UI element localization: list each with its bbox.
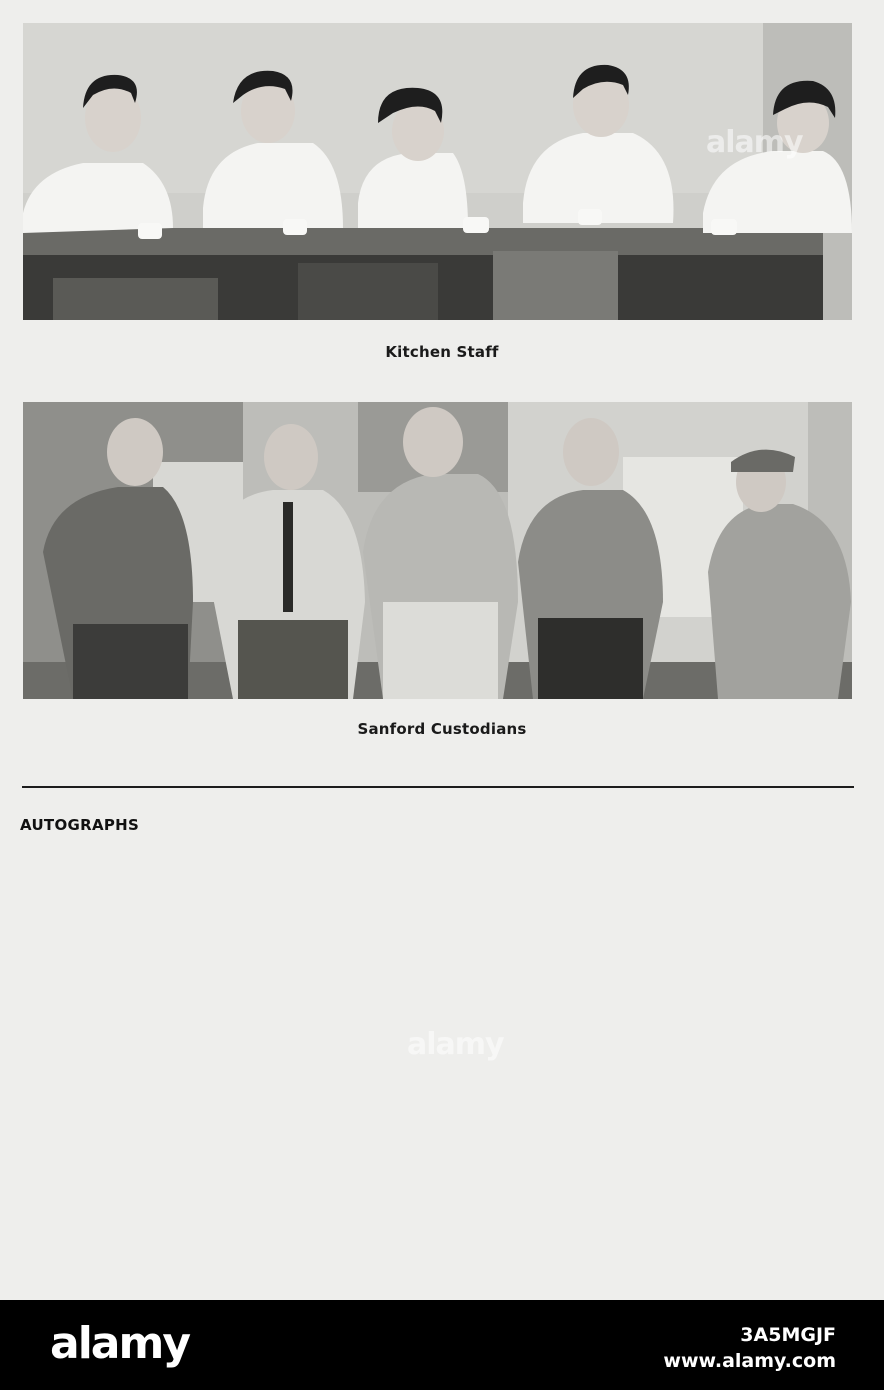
watermark-text: alamy	[706, 125, 803, 160]
footer-image-info	[663, 1322, 836, 1374]
footer-logo: alamy	[50, 1318, 189, 1369]
watermark-text: alamy	[407, 1027, 504, 1062]
footer-image-id: 3A5MGJF	[740, 1324, 836, 1346]
autographs-heading: AUTOGRAPHS	[20, 816, 140, 834]
section-divider	[22, 786, 854, 788]
kitchen-staff-caption: Kitchen Staff	[385, 343, 499, 361]
footer-site: www.alamy.com	[663, 1350, 836, 1372]
kitchen-staff-photo	[23, 23, 852, 320]
custodians-caption: Sanford Custodians	[357, 720, 527, 738]
